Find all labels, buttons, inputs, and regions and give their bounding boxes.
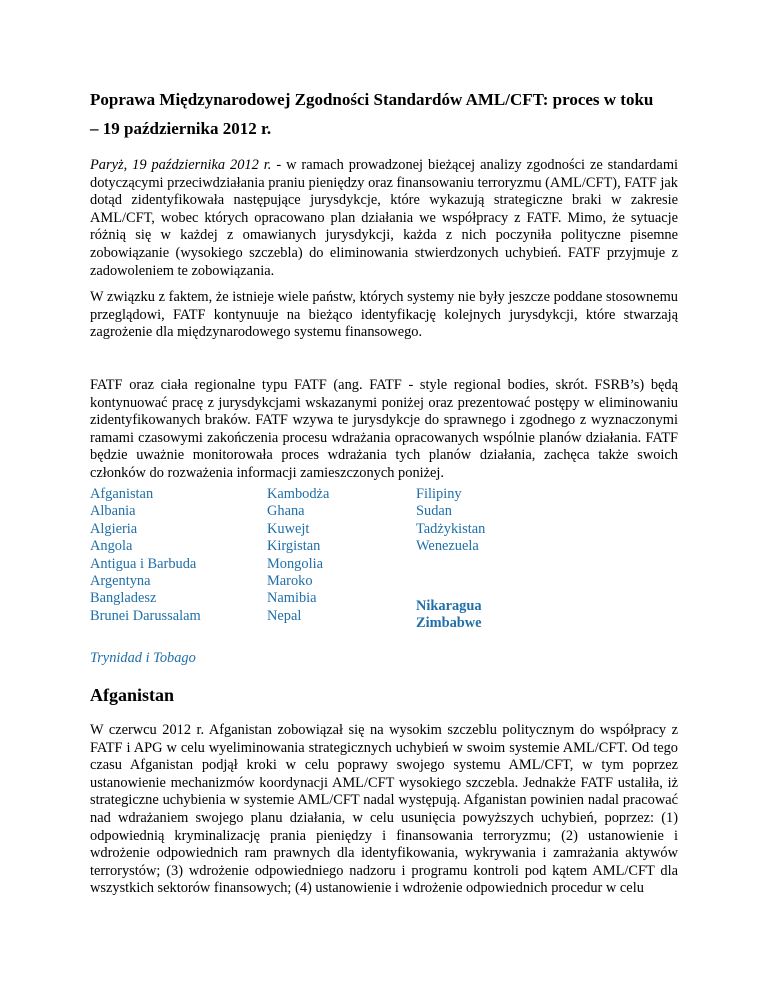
jurisdiction-link[interactable]: Kirgistan — [267, 538, 321, 555]
intro-paragraph — [90, 157, 678, 280]
jurisdiction-column-1 — [90, 486, 201, 625]
title-line-2: – 19 października 2012 r. — [90, 119, 272, 138]
jurisdiction-link[interactable]: Ghana — [267, 503, 305, 520]
jurisdiction-link[interactable]: Nikaragua — [416, 598, 482, 614]
jurisdiction-link[interactable]: Afganistan — [90, 486, 154, 502]
section-heading: Afganistan — [90, 685, 175, 705]
jurisdiction-link[interactable]: Argentyna — [90, 573, 151, 590]
jurisdiction-link[interactable]: Kuwejt — [267, 520, 310, 537]
jurisdiction-link[interactable]: Namibia — [267, 590, 317, 607]
intro-text: - w ramach prowadzonej bieżącej analizy zgodności ze standardami dotyczącymi przeciwdziałania praniu pieniędzy oraz finansowaniu terroryzmu (AML/CFT), FATF jak dotąd zidentyfikowała następujące jurysdykcje, które wykazują strategiczne braki w zakresie AML/CFT, wobec których opracowano plan działania we współpracy z FATF. Mimo, że sytuacje różnią się w każdej z omawianych jurysdykcji, każda z nich poczyniła polityczne pisemne zobowiązanie (wysokiego szczebla) do eliminowania stwierdzonych uchybień. FATF przyjmuje z zadowoleniem te zobowiązania. — [90, 157, 679, 279]
jurisdiction-link[interactable]: Antigua i Barbuda — [90, 555, 197, 572]
jurisdiction-link[interactable]: Zimbabwe — [416, 615, 482, 632]
jurisdiction-link[interactable]: Mongolia — [267, 555, 323, 572]
jurisdiction-column-3 — [416, 486, 485, 556]
jurisdiction-link[interactable]: Wenezuela — [416, 538, 479, 555]
jurisdiction-column-2 — [267, 486, 329, 625]
jurisdiction-link[interactable]: Angola — [90, 538, 133, 555]
jurisdiction-link[interactable]: Albania — [90, 503, 136, 520]
intro-dateline: Paryż, 19 października 2012 r. — [90, 157, 272, 173]
jurisdiction-link[interactable]: Maroko — [267, 573, 313, 590]
jurisdiction-bold-group — [416, 598, 482, 633]
jurisdiction-link[interactable]: Algieria — [90, 520, 138, 537]
document-title — [90, 85, 690, 143]
jurisdiction-link[interactable]: Bangladesz — [90, 590, 157, 607]
jurisdiction-link[interactable]: Kambodża — [267, 486, 330, 502]
jurisdiction-link[interactable]: Sudan — [416, 503, 452, 520]
jurisdiction-link[interactable]: Brunei Darussalam — [90, 607, 201, 624]
jurisdiction-link-extra[interactable]: Trynidad i Tobago — [90, 650, 196, 666]
paragraph-2: W związku z faktem, że istnieje wiele państw, których systemy nie były jeszcze poddane stosownemu przeglądowi, FATF kontynuuje na bieżąco identyfikację kolejnych jurysdykcji, które stwarzają zagrożenie dla międzynarodowego systemu finansowego. — [90, 289, 678, 341]
paragraph-3: FATF oraz ciała regionalne typu FATF (ang. FATF - style regional bodies, skrót. FSRB’s) będą kontynuować pracę z jurysdykcjami wskazanymi poniżej oraz prezentować postępy w eliminowaniu zidentyfikowanych braków. FATF wzywa te jurysdykcje do sprawnego i zgodnego z wyznaczonymi ramami czasowymi zakończenia procesu wdrażania opracowanych wspólnie planów działania. FATF będzie uważnie monitorowała proces wdrażania tych planów działania, zachęca także swoich członków do rozważenia informacji zamieszczonych poniżej. — [90, 377, 678, 481]
jurisdiction-link[interactable]: Filipiny — [416, 486, 462, 502]
title-line-1: Poprawa Międzynarodowej Zgodności Standardów AML/CFT: proces w toku — [90, 90, 654, 109]
jurisdiction-link[interactable]: Tadżykistan — [416, 520, 486, 537]
jurisdiction-link[interactable]: Nepal — [267, 607, 302, 624]
section-paragraph: W czerwcu 2012 r. Afganistan zobowiązał się na wysokim szczeblu politycznym do współpracy z FATF i APG w celu wyeliminowania strategicznych uchybień w swoim systemie AML/CFT. Od tego czasu Afganistan podjął kroki w celu poprawy swojego systemu AML/CFT, w tym poprzez ustanowienie mechanizmów koordynacji AML/CFT wysokiego szczebla. Jednakże FATF ustaliła, iż strategiczne uchybienia w systemie AML/CFT nadal występują. Afganistan powinien nadal pracować nad wdrażaniem swojego planu działania, w celu usunięcia powyższych uchybień, poprzez: (1) odpowiednią kryminalizację prania pieniędzy i finansowania terroryzmu; (2) ustanowienie i wdrożenie odpowiednich ram prawnych dla identyfikowania, wykrywania i zamrażania aktywów terrorystów; (3) wdrożenie odpowiedniego nadzoru i programu kontroli pod kątem AML/CFT dla wszystkich sektorów finansowych; (4) ustanowienie i wdrożenie odpowiednich procedur w celu — [90, 722, 678, 897]
